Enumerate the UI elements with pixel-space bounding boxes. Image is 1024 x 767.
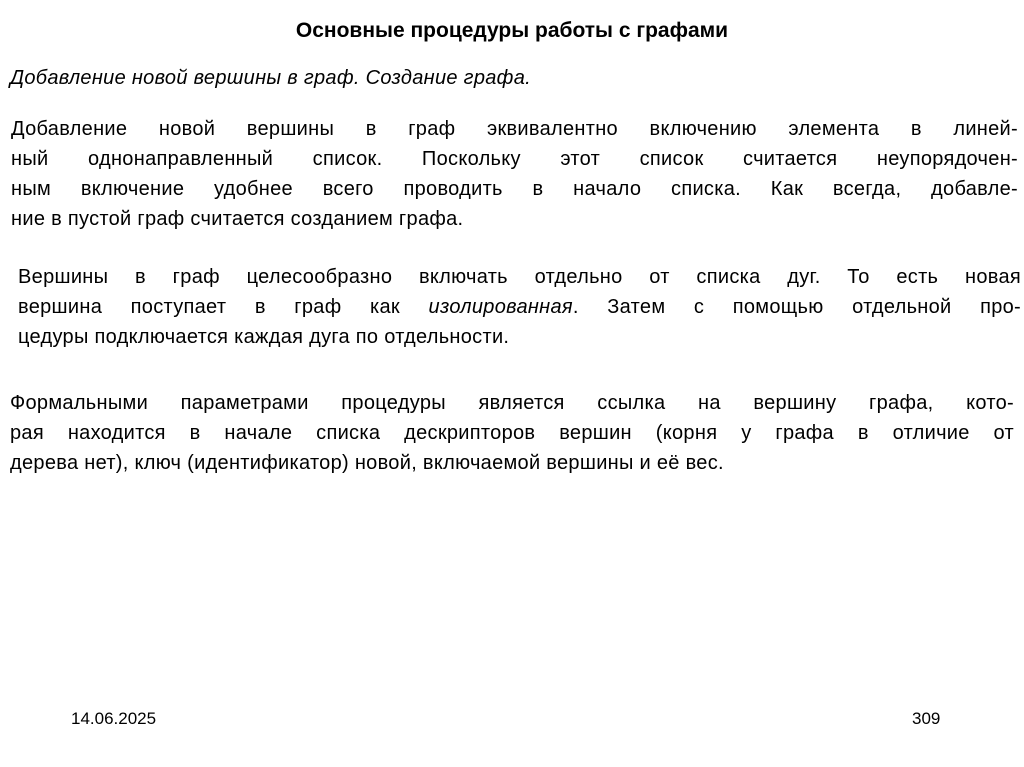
footer-date: 14.06.2025 xyxy=(71,709,157,728)
line-text: . Затем с помощью отдельной про- xyxy=(572,296,1022,318)
paragraph-line: ние в пустой граф считается созданием графа. xyxy=(11,208,464,230)
paragraph-isolated-vertex xyxy=(18,262,1021,352)
line-text: вершина поступает в граф как xyxy=(18,296,429,318)
paragraph-line xyxy=(18,292,1021,322)
italic-term: изолированная xyxy=(428,296,573,318)
paragraph-line: дерева нет), ключ (идентификатор) новой, включаемой вершины и её вес. xyxy=(10,452,724,474)
page-number: 309 xyxy=(912,709,941,728)
slide-subtitle: Добавление новой вершины в граф. Создание графа. xyxy=(10,67,531,89)
paragraph-add-vertex xyxy=(11,114,1018,234)
paragraph-line: Добавление новой вершины в граф эквивалентно включению элемента в линей- xyxy=(11,118,1018,140)
slide-title: Основные процедуры работы с графами xyxy=(295,19,729,42)
paragraph-line: ный однонаправленный список. Поскольку этот список считается неупорядочен- xyxy=(11,148,1018,170)
paragraph-line: рая находится в начале списка дескрипторов вершин (корня у графа в отличие от xyxy=(10,422,1014,444)
paragraph-line: Вершины в граф целесообразно включать отдельно от списка дуг. То есть новая xyxy=(18,266,1021,288)
paragraph-formal-parameters xyxy=(10,388,1014,478)
paragraph-line: цедуры подключается каждая дуга по отдельности. xyxy=(18,326,510,348)
paragraph-line: Формальными параметрами процедуры является ссылка на вершину графа, кото- xyxy=(10,392,1014,414)
paragraph-line: ным включение удобнее всего проводить в начало списка. Как всегда, добавле- xyxy=(11,178,1018,200)
